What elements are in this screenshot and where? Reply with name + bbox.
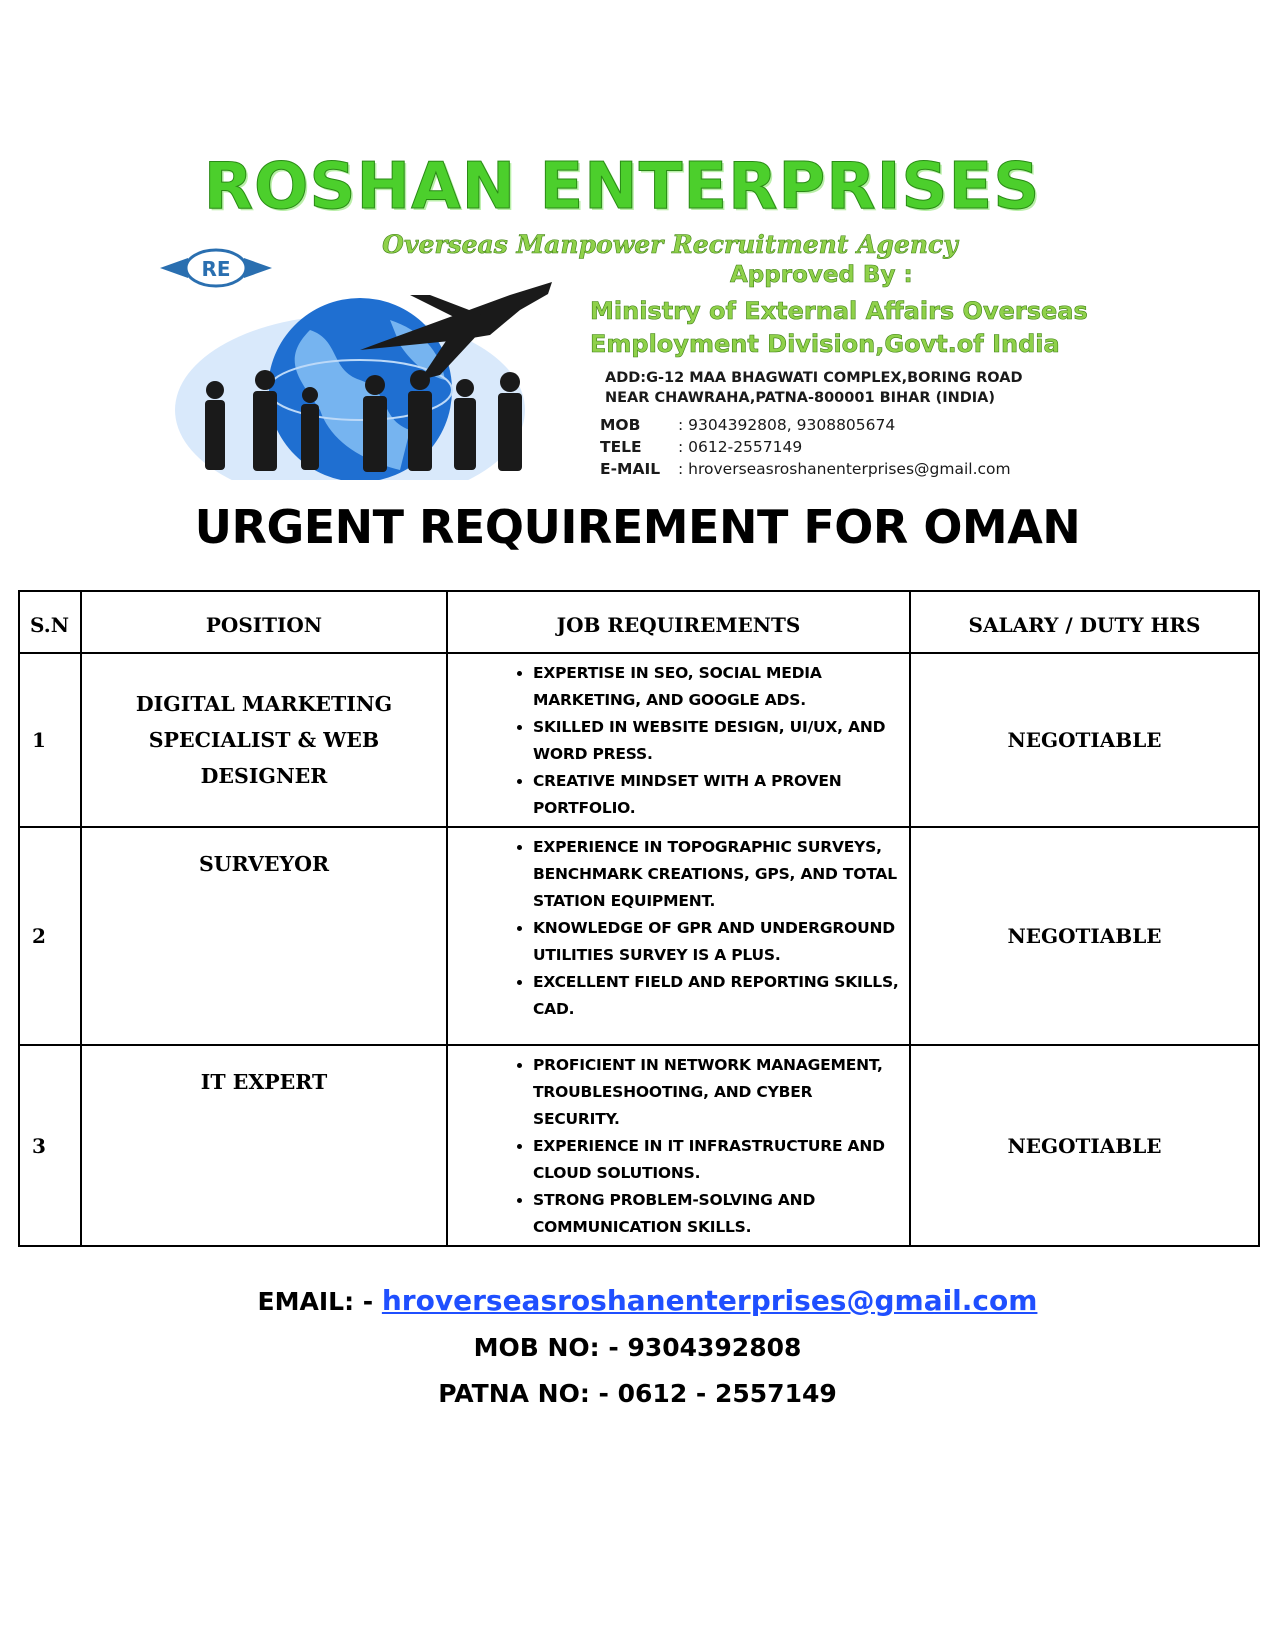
- header-requirements: JOB REQUIREMENTS: [447, 591, 910, 653]
- company-tagline: Overseas Manpower Recruitment Agency: [382, 230, 958, 259]
- row-salary: NEGOTIABLE: [910, 1045, 1259, 1246]
- requirements-list: [448, 1052, 901, 1241]
- requirement-item: • CREATIVE MINDSET WITH A PROVEN PORTFOLIO.: [533, 768, 901, 822]
- approved-by-label: Approved By :: [730, 262, 913, 288]
- footer-contact: [0, 1278, 1275, 1417]
- requirement-item: • EXCELLENT FIELD AND REPORTING SKILLS, CAD.: [533, 969, 901, 1023]
- header-salary: SALARY / DUTY HRS: [910, 591, 1259, 653]
- ministry-line-2: Employment Division,Govt.of India: [590, 330, 1060, 358]
- footer-mob: MOB NO: - 9304392808: [473, 1333, 802, 1362]
- footer-email-link[interactable]: hroverseasroshanenterprises@gmail.com: [381, 1284, 1038, 1317]
- requirement-item: • EXPERTISE IN SEO, SOCIAL MEDIA MARKETING, AND GOOGLE ADS.: [533, 660, 901, 714]
- table-row: [19, 827, 1259, 1045]
- banner-email-value: : hroverseasroshanenterprises@gmail.com: [678, 460, 1011, 478]
- row-requirements: [447, 827, 910, 1045]
- table-row: [19, 1045, 1259, 1246]
- banner-tele-label: TELE: [600, 438, 642, 456]
- row-requirements: [447, 1045, 910, 1246]
- banner-mob-value: : 9304392808, 9308805674: [678, 416, 896, 434]
- company-name: ROSHAN ENTERPRISES: [203, 150, 1041, 224]
- banner-mob-row: [600, 414, 1011, 436]
- position-line: SPECIALIST & WEB: [148, 728, 380, 752]
- table-row: [19, 653, 1259, 827]
- globe-airplane-graphic: [160, 240, 560, 480]
- row-position: IT EXPERT: [81, 1045, 447, 1246]
- row-requirements: [447, 653, 910, 827]
- ministry-approval: [590, 295, 1088, 361]
- requirement-item: • SKILLED IN WEBSITE DESIGN, UI/UX, AND WORD PRESS.: [533, 714, 901, 768]
- address-line-2: NEAR CHAWRAHA,PATNA-800001 BIHAR (INDIA): [605, 390, 996, 406]
- row-salary: NEGOTIABLE: [910, 653, 1259, 827]
- position-line: DIGITAL MARKETING: [135, 692, 393, 716]
- requirement-item: • EXPERIENCE IN IT INFRASTRUCTURE AND CLOUD SOLUTIONS.: [533, 1133, 901, 1187]
- banner-mob-label: MOB: [600, 416, 641, 434]
- ministry-line-1: Ministry of External Affairs Overseas: [590, 297, 1088, 325]
- header-position: POSITION: [81, 591, 447, 653]
- re-logo-text: RE: [201, 257, 231, 281]
- header-sn: S.N: [19, 591, 81, 653]
- address-line-1: ADD:G-12 MAA BHAGWATI COMPLEX,BORING ROAD: [605, 370, 1023, 386]
- page-title: URGENT REQUIREMENT FOR OMAN: [194, 500, 1081, 554]
- requirements-table: [18, 590, 1260, 1247]
- requirement-item: • STRONG PROBLEM-SOLVING AND COMMUNICATION SKILLS.: [533, 1187, 901, 1241]
- row-salary: NEGOTIABLE: [910, 827, 1259, 1045]
- row-position: [81, 653, 447, 827]
- company-banner: [160, 150, 1095, 500]
- banner-email-row: [600, 458, 1011, 480]
- footer-patna-phone: PATNA NO: - 0612 - 2557149: [438, 1379, 837, 1408]
- position-line: DESIGNER: [200, 764, 328, 788]
- row-sn: 3: [19, 1045, 81, 1246]
- row-sn: 1: [19, 653, 81, 827]
- re-logo-icon: [160, 250, 272, 286]
- requirement-item: • PROFICIENT IN NETWORK MANAGEMENT, TROUBLESHOOTING, AND CYBER SECURITY.: [533, 1052, 901, 1133]
- table-header-row: [19, 591, 1259, 653]
- requirement-item: • EXPERIENCE IN TOPOGRAPHIC SURVEYS, BENCHMARK CREATIONS, GPS, AND TOTAL STATION EQUIPMENT.: [533, 834, 901, 915]
- footer-email-row: [0, 1278, 1275, 1325]
- row-position: SURVEYOR: [81, 827, 447, 1045]
- requirements-list: [448, 660, 901, 822]
- company-address: [605, 368, 1022, 408]
- banner-email-label: E-MAIL: [600, 460, 661, 478]
- banner-tele-value: : 0612-2557149: [678, 438, 803, 456]
- footer-email-label: EMAIL: -: [257, 1287, 382, 1316]
- row-sn: 2: [19, 827, 81, 1045]
- requirements-list: [448, 834, 901, 1023]
- banner-tele-row: [600, 436, 1011, 458]
- banner-contact: [600, 414, 1011, 480]
- requirement-item: • KNOWLEDGE OF GPR AND UNDERGROUND UTILITIES SURVEY IS A PLUS.: [533, 915, 901, 969]
